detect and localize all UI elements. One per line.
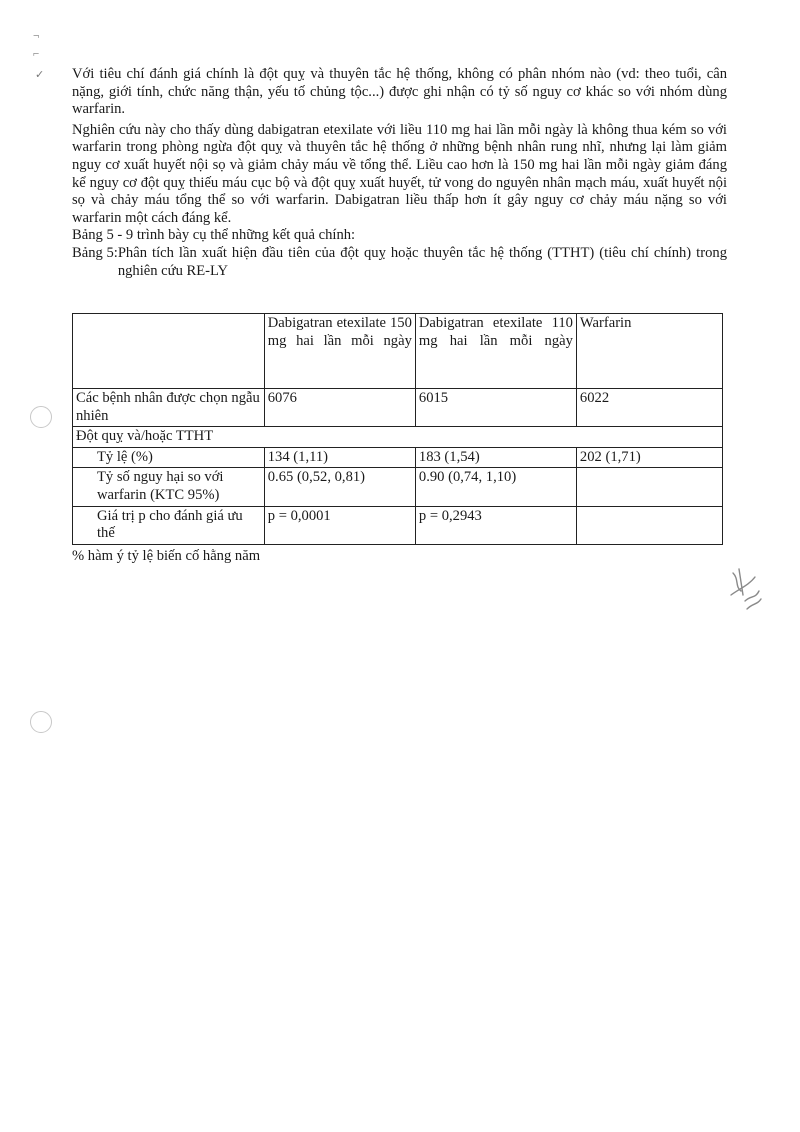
- body-text: [72, 66, 727, 280]
- scan-mark: ✓: [35, 69, 45, 81]
- table-cell: 183 (1,54): [415, 447, 576, 468]
- punch-hole: [30, 711, 52, 733]
- table-cell: [576, 506, 722, 544]
- header-cell: [73, 314, 265, 389]
- table-row: [73, 389, 723, 427]
- row-label: Giá trị p cho đánh giá ưu thế: [73, 506, 265, 544]
- row-label: Tỷ số nguy hại so với warfarin (KTC 95%): [73, 468, 265, 506]
- table-caption: [72, 245, 727, 280]
- table-cell: 6015: [415, 389, 576, 427]
- table-cell: 202 (1,71): [576, 447, 722, 468]
- caption-label: Bảng 5:: [72, 244, 118, 261]
- table-cell: 134 (1,11): [264, 447, 415, 468]
- table-row: [73, 447, 723, 468]
- row-label: Các bệnh nhân được chọn ngẫu nhiên: [73, 389, 265, 427]
- header-cell: Dabigatran etexilate 110 mg hai lần mỗi ngày: [415, 314, 576, 389]
- header-cell: Warfarin: [576, 314, 722, 389]
- table-row: [73, 506, 723, 544]
- table-cell: p = 0,2943: [415, 506, 576, 544]
- table-row: [73, 468, 723, 506]
- handwritten-initials: [725, 565, 765, 615]
- table-cell: 6022: [576, 389, 722, 427]
- table-footnote: % hàm ý tỷ lệ biến cố hằng năm: [72, 548, 261, 564]
- scan-mark: ¬: [33, 30, 40, 42]
- paragraph: Bảng 5 - 9 trình bày cụ thể những kết quả chính:: [72, 227, 356, 244]
- table-cell: [576, 468, 722, 506]
- table-section-row: [73, 427, 723, 448]
- paragraph: Với tiêu chí đánh giá chính là đột quỵ và thuyên tắc hệ thống, không có phân nhóm nào (vd: theo tuổi, cân nặng, giới tính, chức năng thận, yếu tố chủng tộc...) được ghi nhận có tỷ số nguy cơ khác so với nhóm dùng warfarin.: [72, 66, 727, 118]
- table-cell: p = 0,0001: [264, 506, 415, 544]
- scan-mark: ⌐: [33, 48, 40, 60]
- header-cell: Dabigatran etexilate 150 mg hai lần mỗi ngày: [264, 314, 415, 389]
- table-cell: 6076: [264, 389, 415, 427]
- paragraph: Nghiên cứu này cho thấy dùng dabigatran etexilate với liều 110 mg hai lần mỗi ngày là không thua kém so với warfarin trong phòng ngừa đột quỵ và thuyên tắc hệ thống ở những bệnh nhân rung nhĩ, nhưng lại làm giảm nguy cơ xuất huyết nội sọ và giảm chảy máu về tổng thể. Liều cao hơn là 150 mg hai lần mỗi ngày giảm đáng kể nguy cơ đột quỵ thiếu máu cục bộ và đột quỵ xuất huyết, tử vong do nguyên nhân mạch máu, xuất huyết nội sọ và chảy máu tổng thể so với warfarin. Dabigatran liều thấp hơn ít gây nguy cơ chảy máu nặng so với warfarin một cách đáng kể.: [72, 121, 727, 226]
- caption-text: Phân tích lần xuất hiện đầu tiên của đột quỵ hoặc thuyên tắc hệ thống (TTHT) (tiêu chí chính) trong nghiên cứu RE-LY: [117, 244, 727, 279]
- table-cell: 0.90 (0,74, 1,10): [415, 468, 576, 506]
- table-header-row: [73, 314, 723, 389]
- row-label: Tỷ lệ (%): [73, 447, 265, 468]
- table-cell: 0.65 (0,52, 0,81): [264, 468, 415, 506]
- section-label: Đột quỵ và/hoặc TTHT: [73, 427, 723, 448]
- results-table: [72, 313, 723, 545]
- punch-hole: [30, 406, 52, 428]
